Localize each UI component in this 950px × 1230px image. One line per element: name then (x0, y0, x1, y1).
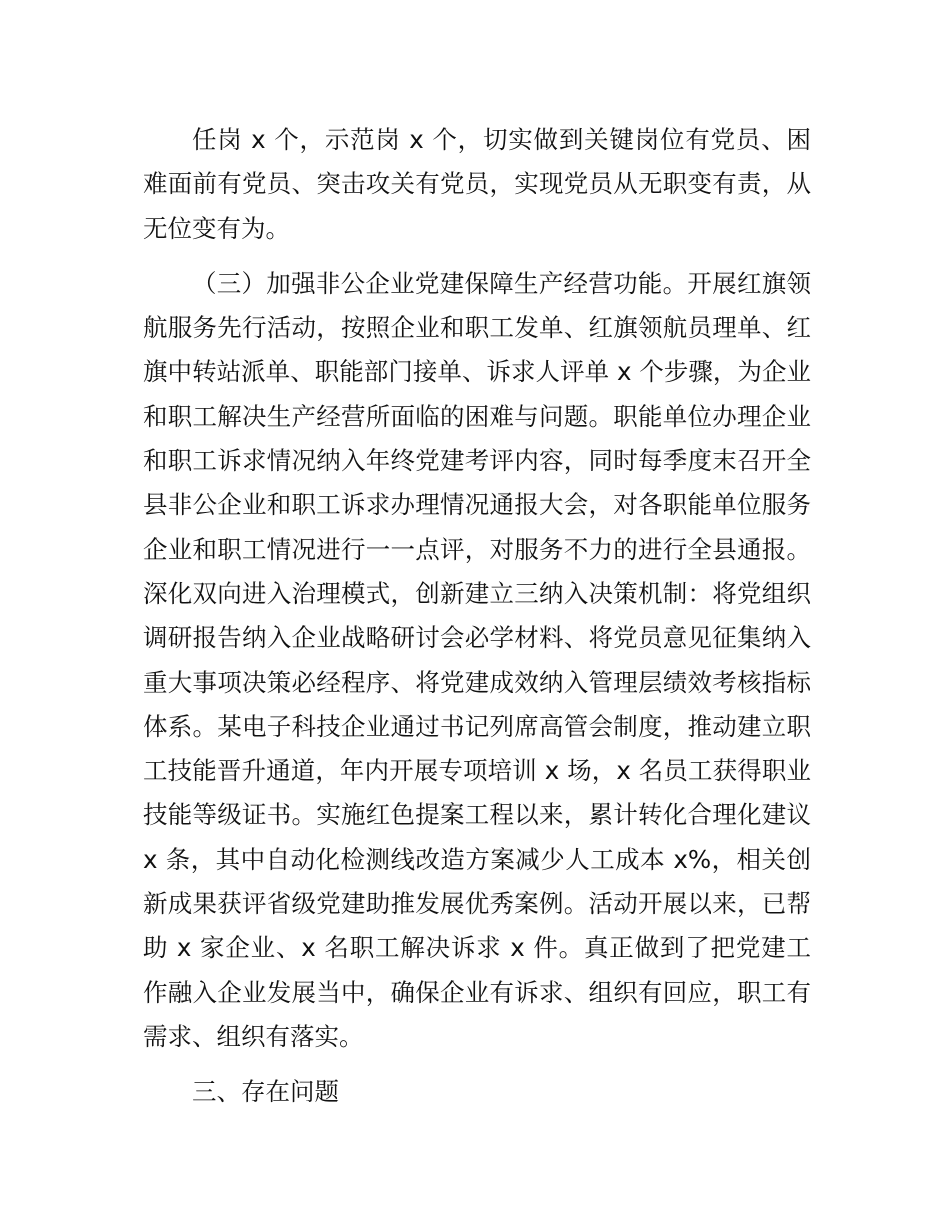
section-heading-problems: 三、存在问题 (192, 1077, 339, 1107)
document-body (143, 118, 811, 1115)
paragraph-section-three: （三）加强非公企业党建保障生产经营功能。开展红旗领航服务先行活动，按照企业和职工发单、红旗领航员理单、红旗中转站派单、职能部门接单、诉求人评单 x 个步骤，为企业和职工解决生产经营所面临的困难与问题。职能单位办理企业和职工诉求情况纳入年终党建考评内容，同时每季度末召开全县非公企业和职工诉求办理情况通报大会，对各职能单位服务企业和职工情况进行一一点评，对服务不力的进行全县通报。深化双向进入治理模式，创新建立三纳入决策机制：将党组织调研报告纳入企业战略研讨会必学材料、将党员意见征集纳入重大事项决策必经程序、将党建成效纳入管理层绩效考核指标体系。某电子科技企业通过书记列席高管会制度，推动建立职工技能晋升通道，年内开展专项培训 x 场，x 名员工获得职业技能等级证书。实施红色提案工程以来，累计转化合理化建议x 条，其中自动化检测线改造方案减少人工成本 x%，相关创新成果获评省级党建助推发展优秀案例。活动开展以来，已帮助 x 家企业、x 名职工解决诉求 x 件。真正做到了把党建工作融入企业发展当中，确保企业有诉求、组织有回应，职工有需求、组织有落实。 (143, 268, 811, 1051)
paragraph-continuation: 任岗 x 个，示范岗 x 个，切实做到关键岗位有党员、困难面前有党员、突击攻关有党员，实现党员从无职变有责，从无位变有为。 (143, 125, 811, 243)
